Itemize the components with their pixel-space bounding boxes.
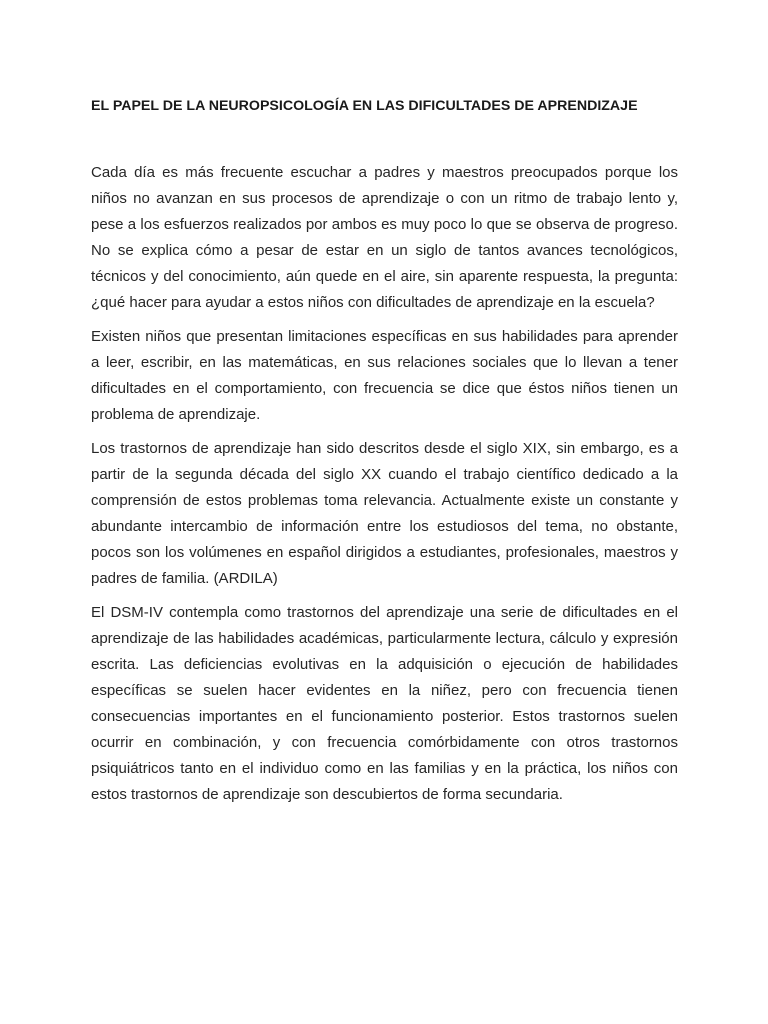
document-body bbox=[91, 160, 678, 816]
paragraph-1: Cada día es más frecuente escuchar a padres y maestros preocupados porque los niños no avanzan en sus procesos de aprendizaje o con un ritmo de trabajo lento y, pese a los esfuerzos realizados por ambos es muy poco lo que se observa de progreso. No se explica cómo a pesar de estar en un siglo de tantos avances tecnológicos, técnicos y del conocimiento, aún quede en el aire, sin aparente respuesta, la pregunta: ¿qué hacer para ayudar a estos niños con dificultades de aprendizaje en la escuela? bbox=[91, 164, 678, 311]
document-title: EL PAPEL DE LA NEUROPSICOLOGÍA EN LAS DIFICULTADES DE APRENDIZAJE bbox=[91, 98, 638, 114]
paragraph-3: Los trastornos de aprendizaje han sido descritos desde el siglo XIX, sin embargo, es a partir de la segunda década del siglo XX cuando el trabajo científico dedicado a la comprensión de estos problemas toma relevancia. Actualmente existe un constante y abundante intercambio de información entre los estudiosos del tema, no obstante, pocos son los volúmenes en español dirigidos a estudiantes, profesionales, maestros y padres de familia. (ARDILA) bbox=[91, 440, 678, 587]
paragraph-4: El DSM-IV contempla como trastornos del aprendizaje una serie de dificultades en el aprendizaje de las habilidades académicas, particularmente lectura, cálculo y expresión escrita. Las deficiencias evolutivas en la adquisición o ejecución de habilidades específicas se suelen hacer evidentes en la niñez, pero con frecuencia tienen consecuencias importantes en el funcionamiento posterior. Estos trastornos suelen ocurrir en combinación, y con frecuencia comórbidamente con otros trastornos psiquiátricos tanto en el individuo como en las familias y en la práctica, los niños con estos trastornos de aprendizaje son descubiertos de forma secundaria. bbox=[91, 604, 678, 803]
paragraph-2: Existen niños que presentan limitaciones específicas en sus habilidades para aprender a leer, escribir, en las matemáticas, en sus relaciones sociales que lo llevan a tener dificultades en el comportamiento, con frecuencia se dice que éstos niños tienen un problema de aprendizaje. bbox=[91, 328, 678, 423]
